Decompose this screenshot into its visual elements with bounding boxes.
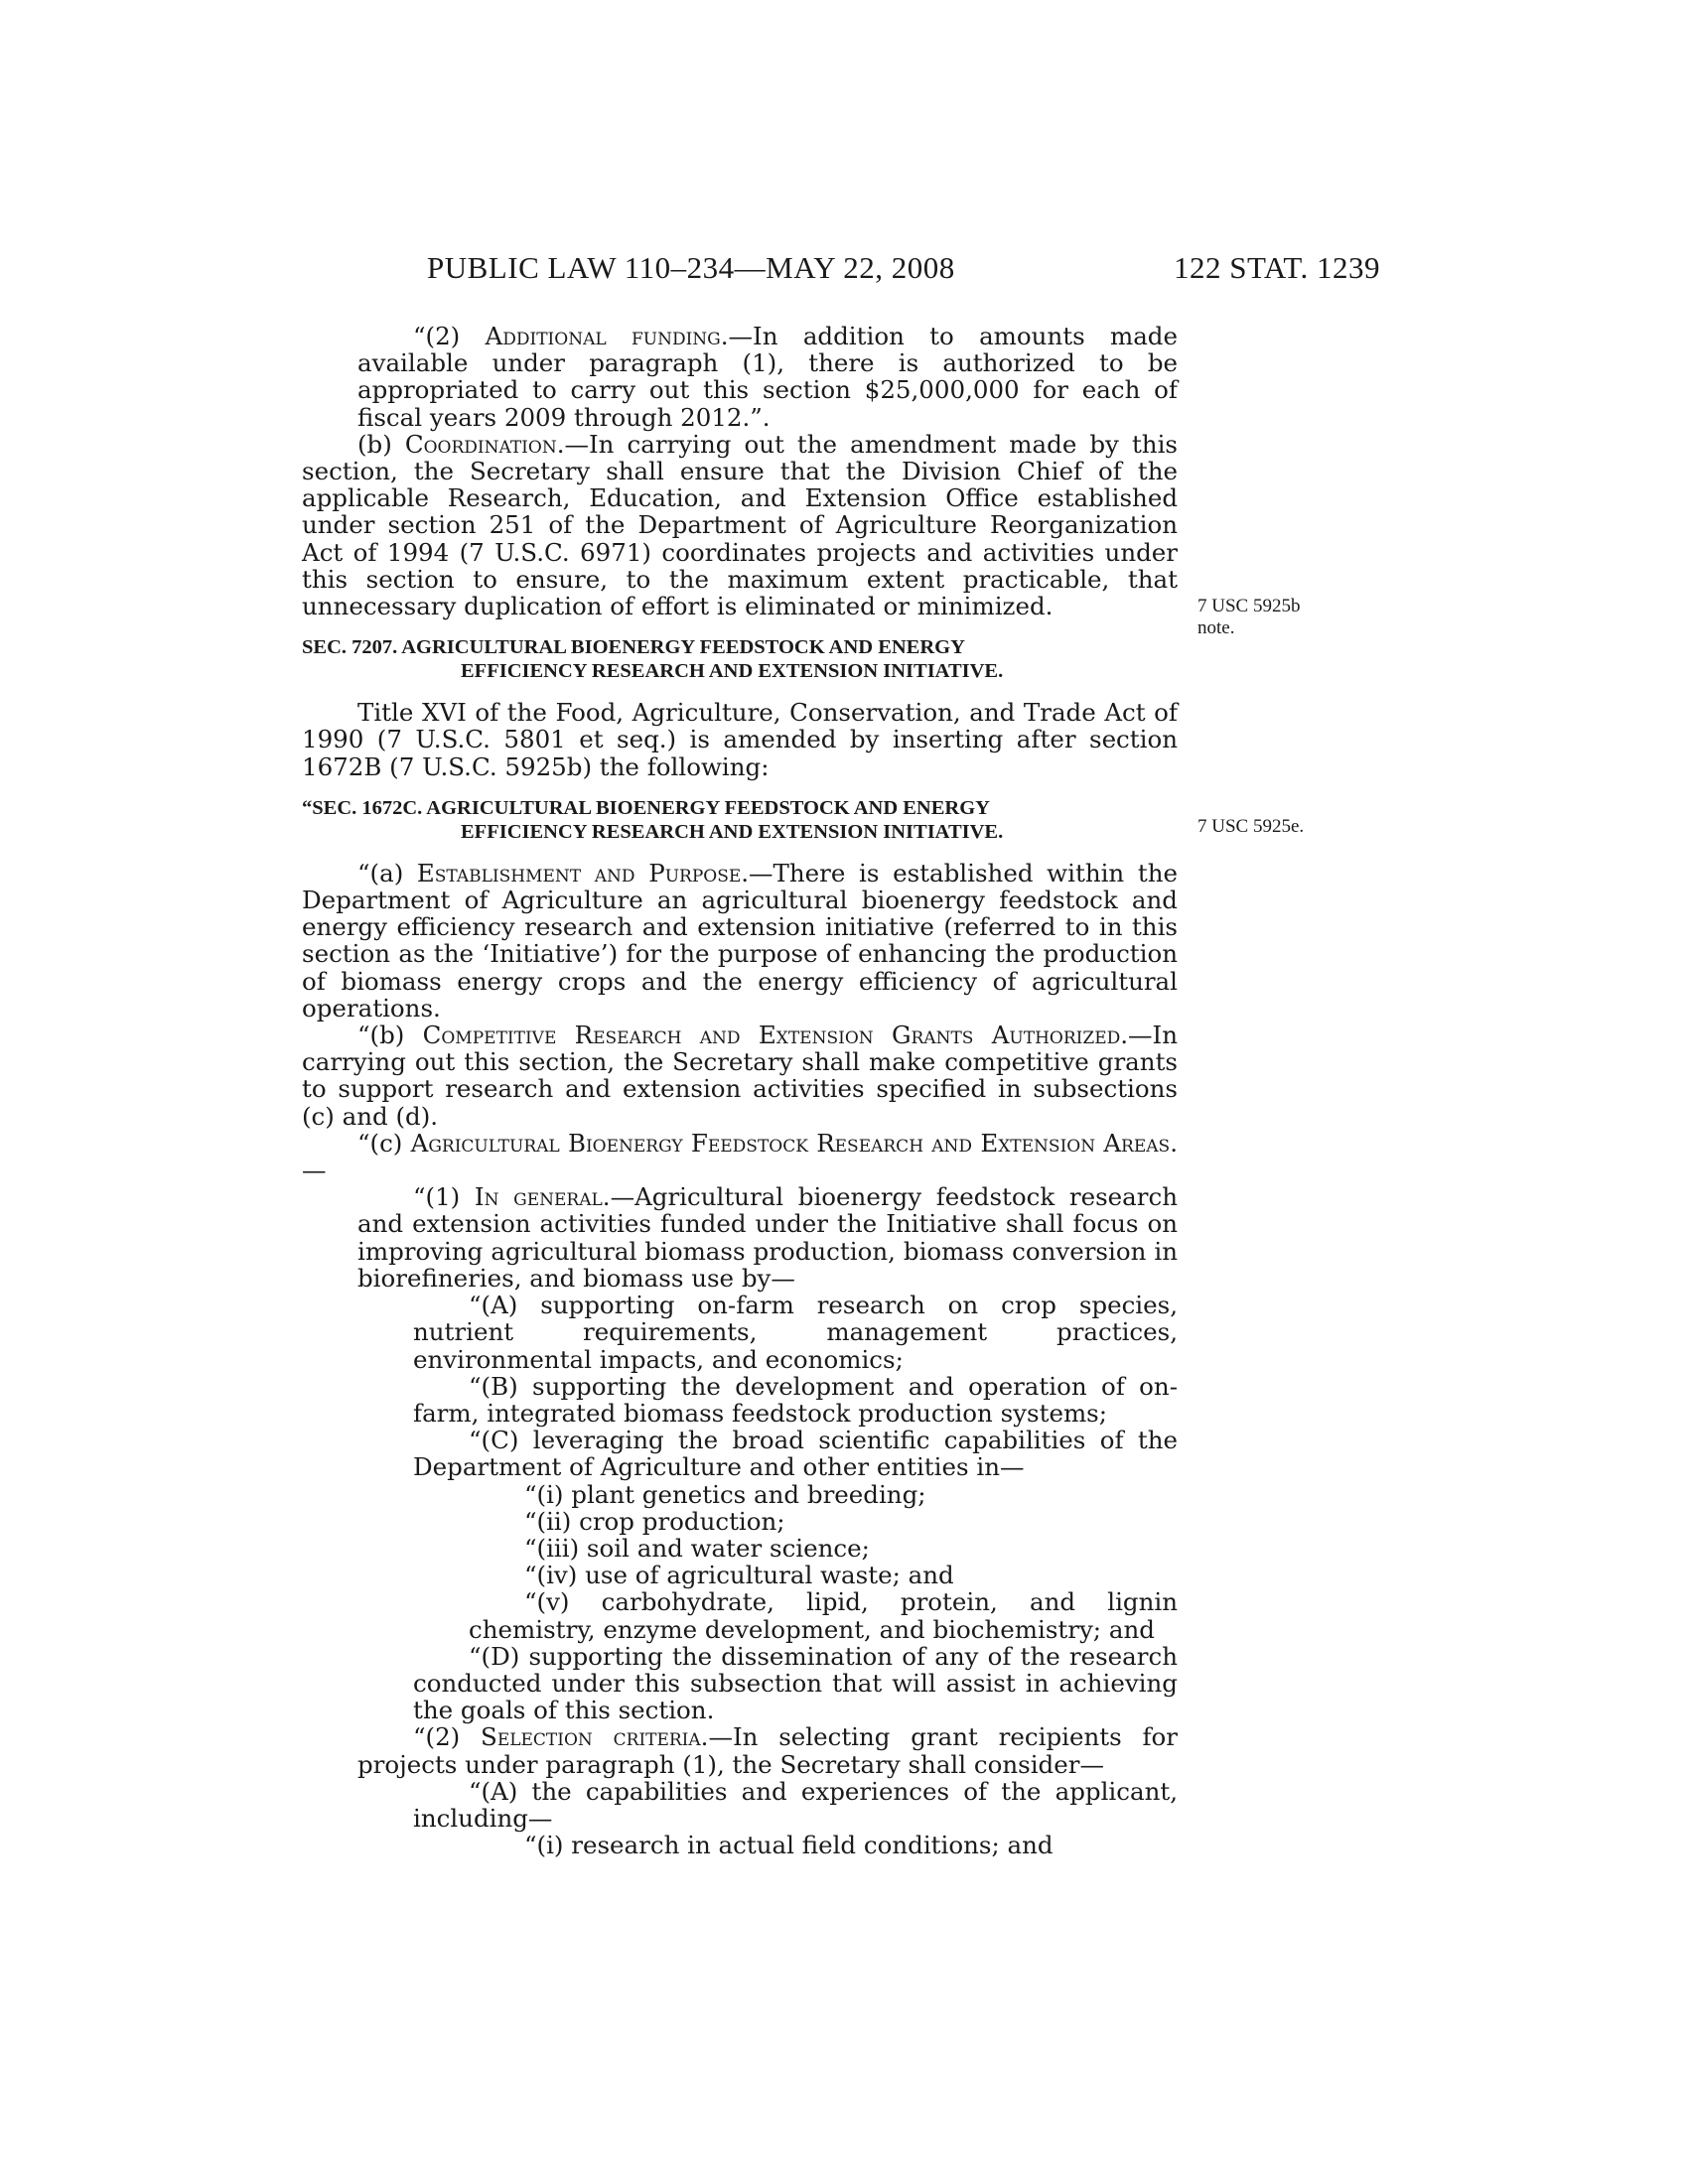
running-header bbox=[427, 250, 1380, 290]
margin-note-usc-5925b-line2: note. bbox=[1197, 617, 1235, 638]
section-heading-7207: SEC. 7207. AGRICULTURAL BIOENERGY FEEDSTOCK AND ENERGY EFFICIENCY RESEARCH AND EXTENSION INITIATIVE. bbox=[302, 636, 1004, 683]
subsection-c-areas: “(c) Agricultural Bioenergy Feedstock Research and Extension Areas.— bbox=[302, 1128, 1178, 1185]
section-heading-1672c: “SEC. 1672C. AGRICULTURAL BIOENERGY FEEDSTOCK AND ENERGY EFFICIENCY RESEARCH AND EXTENSION INITIATIVE. bbox=[302, 796, 1004, 843]
item-c1-c-i: “(i) plant genetics and breeding; bbox=[524, 1479, 926, 1509]
paragraph-additional-funding: “(2) Additional funding.—In addition to amounts made available under paragraph (1), there is authorized to be appropriated to carry out this section $25,000,000 for each of fiscal years 2009 through 2012.”. bbox=[357, 322, 1178, 432]
paragraph-c1-in-general: “(1) In general.—Agricultural bioenergy feedstock research and extension activities funded under the Initiative shall focus on improving agricultural biomass production, biomass conversion in biorefineries, and biomass use by— bbox=[357, 1182, 1178, 1293]
item-c1-c-v: “(v) carbohydrate, lipid, protein, and lignin chemistry, enzyme development, and biochemistry; and bbox=[469, 1587, 1178, 1644]
margin-note-usc-5925e: 7 USC 5925e. bbox=[1197, 816, 1305, 837]
clause-c1-c: “(C) leveraging the broad scientific capabilities of the Department of Agriculture and other entities in— bbox=[413, 1426, 1178, 1482]
heading-coordination: Coordination bbox=[404, 429, 557, 459]
paragraph-title-xvi-amendment: Title XVI of the Food, Agriculture, Conservation, and Trade Act of 1990 (7 U.S.C. 5801 et seq.) is amended by inserting after section 1672B (7 U.S.C. 5925b) the following: bbox=[302, 698, 1178, 781]
heading-establishment-purpose: Establishment and Purpose bbox=[416, 858, 742, 887]
clause-c1-b: “(B) supporting the development and operation of on-farm, integrated biomass feedstock production systems; bbox=[413, 1371, 1178, 1428]
subsection-a-establishment: “(a) Establishment and Purpose.—There is established within the Department of Agriculture an agricultural bioenergy feedstock and energy efficiency research and extension initiative (referred to in this section as the ‘Initiative’) for the purpose of enhancing the production of biomass energy crops and the energy efficiency of agricultural operations. bbox=[302, 858, 1178, 1023]
statute-body bbox=[302, 323, 1178, 1858]
heading-additional-funding: Additional funding bbox=[485, 322, 721, 350]
clause-c1-d: “(D) supporting the dissemination of any of the research conducted under this subsection that will assist in achieving the goals of this section. bbox=[413, 1641, 1178, 1725]
subsection-b-grants: “(b) Competitive Research and Extension Grants Authorized.—In carrying out this section, the Secretary shall make competitive grants to support research and extension activities specified in subsections (c) and (d). bbox=[302, 1021, 1178, 1131]
margin-note-usc-5925b-line1: 7 USC 5925b bbox=[1197, 596, 1301, 616]
heading-competitive-grants: Competitive Research and Extension Grants Authorized bbox=[422, 1021, 1121, 1050]
clause-c1-a: “(A) supporting on-farm research on crop species, nutrient requirements, management practices, environmental impacts, and economics; bbox=[413, 1291, 1178, 1374]
header-title: PUBLIC LAW 110–234—MAY 22, 2008 bbox=[427, 250, 955, 285]
clause-c2-a: “(A) the capabilities and experiences of the applicant, including— bbox=[413, 1776, 1178, 1833]
heading-in-general: In general bbox=[474, 1182, 603, 1212]
item-c1-c-iii: “(iii) soil and water science; bbox=[524, 1533, 870, 1563]
item-c2-a-i: “(i) research in actual field conditions; and bbox=[524, 1831, 1054, 1860]
header-stat-page: 122 STAT. 1239 bbox=[1173, 250, 1380, 285]
paragraph-coordination: (b) Coordination.—In carrying out the amendment made by this section, the Secretary shall ensure that the Division Chief of the applicable Research, Education, and Extension Office established under section 251 of the Department of Agriculture Reorganization Act of 1994 (7 U.S.C. 6971) coordinates projects and activities under this section to ensure, to the maximum extent practicable, that unnecessary duplication of effort is eliminated or minimized. bbox=[302, 429, 1178, 621]
item-c1-c-ii: “(ii) crop production; bbox=[524, 1506, 785, 1536]
heading-selection-criteria: Selection criteria bbox=[481, 1722, 701, 1752]
heading-feedstock-areas: Agricultural Bioenergy Feedstock Research and Extension Areas bbox=[410, 1128, 1171, 1158]
paragraph-c2-selection-criteria: “(2) Selection criteria.—In selecting grant recipients for projects under paragraph (1), the Secretary shall consider— bbox=[357, 1722, 1178, 1779]
item-c1-c-iv: “(iv) use of agricultural waste; and bbox=[524, 1561, 954, 1590]
margin-note-usc-5925b bbox=[1197, 596, 1300, 639]
